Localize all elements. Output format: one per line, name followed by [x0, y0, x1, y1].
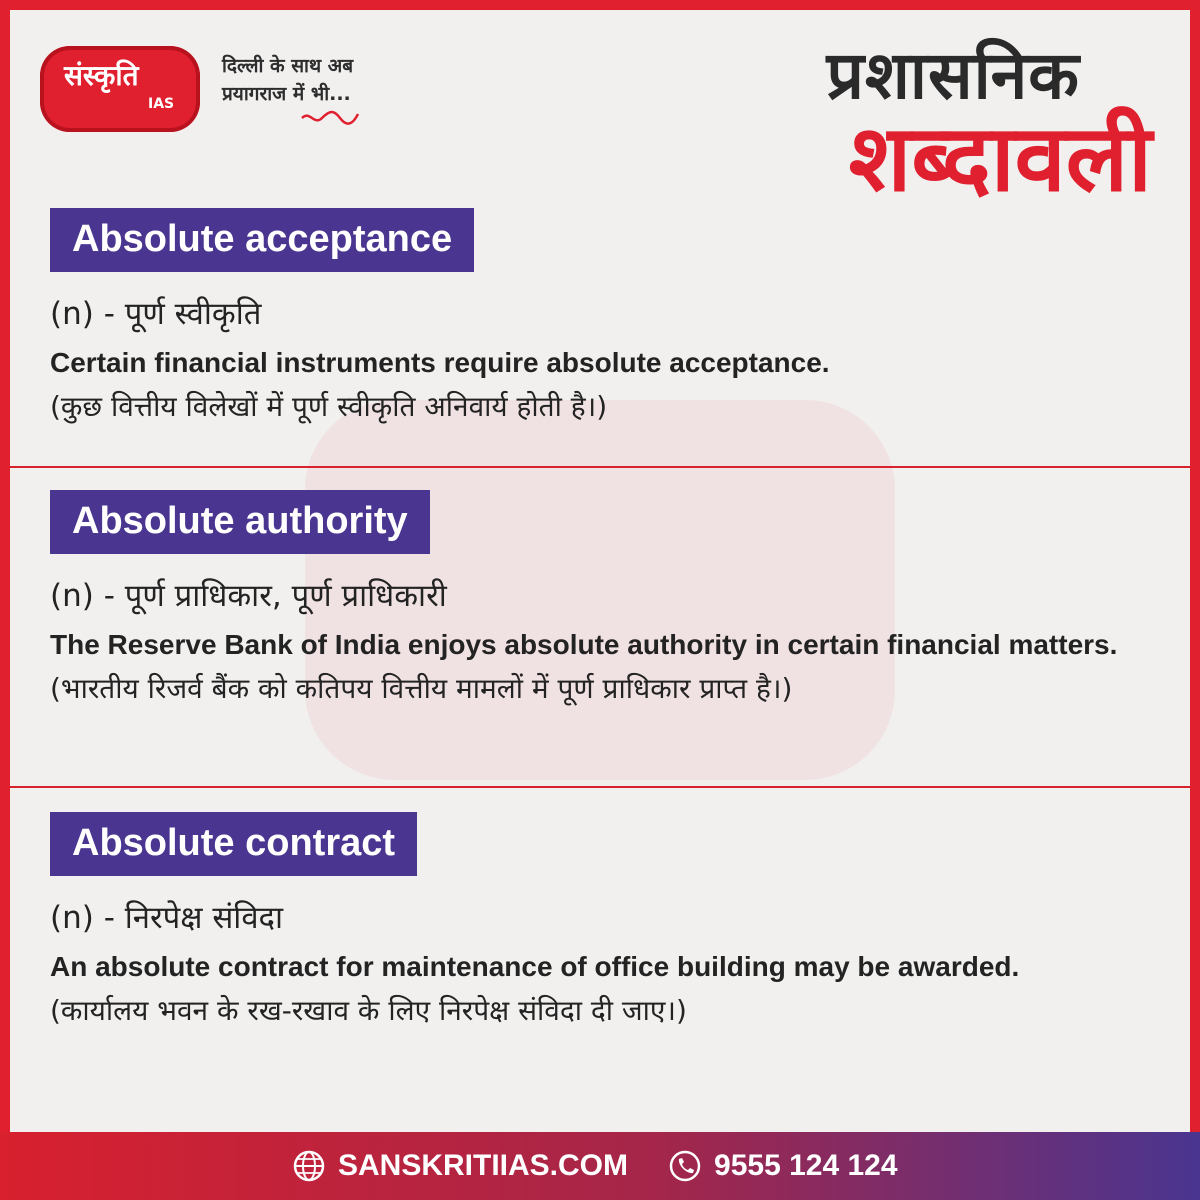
title-line-2: शब्दावली — [848, 105, 1152, 212]
phone-icon — [668, 1149, 702, 1183]
example-translation: (कुछ वित्तीय विलेखों में पूर्ण स्वीकृति अनिवार्य होती है।) — [50, 390, 608, 423]
globe-icon — [292, 1149, 326, 1183]
tagline-line-2: प्रयागराज में भी... — [222, 83, 351, 105]
example-sentence: Certain financial instruments require absolute acceptance. — [50, 347, 830, 378]
part-of-speech-meaning: (n) - पूर्ण स्वीकृति — [50, 296, 262, 332]
title-line-1: प्रशासनिक — [826, 37, 1080, 114]
example-sentence: The Reserve Bank of India enjoys absolute authority in certain financial matters. — [50, 629, 1118, 660]
term-heading: Absolute authority — [50, 490, 430, 554]
entry-divider — [10, 466, 1190, 468]
example-sentence: An absolute contract for maintenance of office building may be awarded. — [50, 951, 1020, 982]
glossary-entry — [50, 208, 1150, 425]
term-heading: Absolute acceptance — [50, 208, 474, 272]
glossary-entry — [50, 490, 1150, 707]
glossary-entry — [50, 812, 1150, 1029]
brand-logo[interactable] — [40, 46, 200, 132]
website-link[interactable]: SANSKRITIIAS.COM — [338, 1149, 629, 1182]
footer-contact — [292, 1144, 898, 1188]
entry-divider — [10, 786, 1190, 788]
part-of-speech-meaning: (n) - निरपेक्ष संविदा — [50, 900, 284, 936]
frame-left-border — [0, 0, 10, 1132]
frame-top-border — [0, 0, 1200, 10]
footer-bar — [0, 1132, 1200, 1200]
part-of-speech-meaning: (n) - पूर्ण प्राधिकार, पूर्ण प्राधिकारी — [50, 578, 447, 614]
example-translation: (कार्यालय भवन के रख-रखाव के लिए निरपेक्ष संविदा दी जाए।) — [50, 994, 687, 1027]
tagline-line-1: दिल्ली के साथ अब — [222, 55, 354, 77]
squiggle-decoration — [300, 108, 360, 128]
phone-number[interactable]: 9555 124 124 — [714, 1149, 898, 1182]
term-heading: Absolute contract — [50, 812, 417, 876]
frame-right-border — [1190, 0, 1200, 1132]
logo-text: संस्कृति — [64, 59, 139, 92]
example-translation: (भारतीय रिजर्व बैंक को कतिपय वित्तीय मामलों में पूर्ण प्राधिकार प्राप्त है।) — [50, 672, 793, 705]
logo-sub: IAS — [148, 96, 175, 112]
